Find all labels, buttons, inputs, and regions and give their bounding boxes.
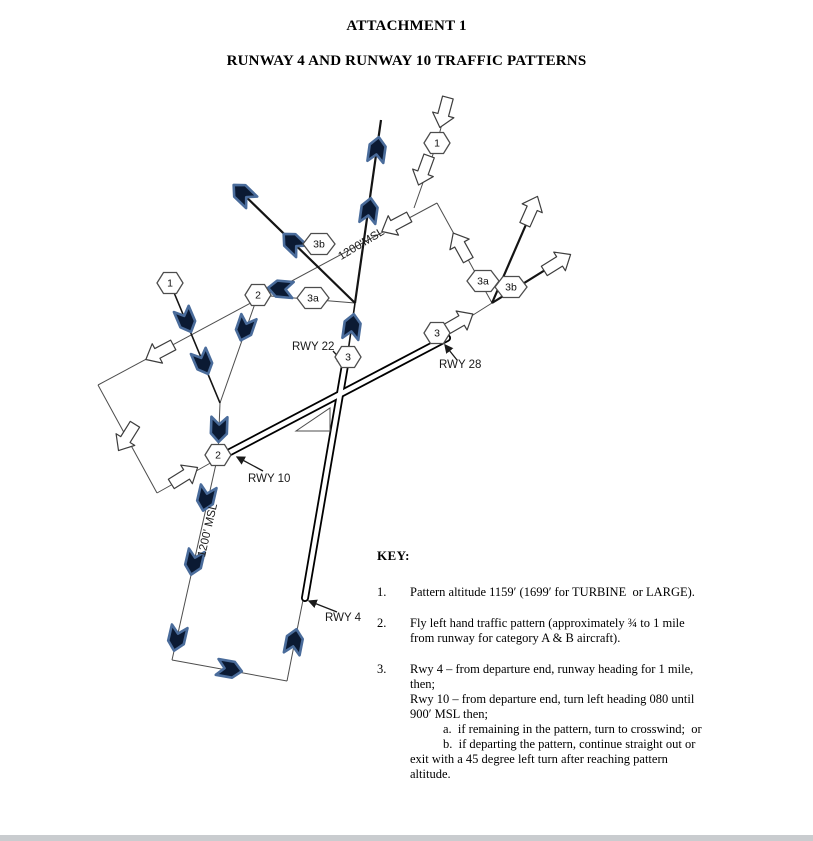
block-arrow-icon [141, 335, 179, 369]
rwy28-label: RWY 28 [439, 359, 482, 371]
block-arrow-icon [538, 245, 576, 280]
key-section [377, 548, 805, 782]
block-arrow-icon [444, 228, 478, 266]
key-item-subtext: a. if remaining in the pattern, turn to crosswind; or [443, 722, 702, 736]
hexagon-node [205, 445, 231, 466]
hexagon-node-label: 2 [255, 289, 261, 302]
key-item-1 [377, 585, 805, 600]
block-arrow-icon [109, 418, 144, 456]
hexagon-node [245, 285, 271, 306]
msl-label-lower: 1200' MSL [196, 502, 221, 559]
key-item-text: Rwy 4 – from departure end, runway heading for 1 mile, [410, 662, 694, 676]
hexagon-node-label: 2 [215, 449, 221, 462]
hexagon-node [467, 271, 499, 292]
key-item-text: then; [410, 677, 435, 691]
key-item-text: Fly left hand traffic pattern (approximately ¾ to 1 mile [410, 616, 685, 630]
hexagon-node [297, 288, 329, 309]
key-item-text: Rwy 10 – from departure end, turn left heading 080 until [410, 692, 695, 706]
hexagon-node-label: 3 [434, 327, 440, 340]
hexagon-node-label: 3a [307, 292, 319, 305]
hexagon-node-label: 3b [313, 238, 325, 251]
page-subtitle: RUNWAY 4 AND RUNWAY 10 TRAFFIC PATTERNS [226, 53, 587, 69]
page-title: ATTACHMENT 1 [346, 18, 467, 34]
key-item-subtext: b. if departing the pattern, continue straight out or [443, 737, 696, 751]
key-item-number: 1. [377, 585, 387, 599]
key-item-number: 3. [377, 662, 387, 676]
page-bottom-edge [0, 835, 813, 841]
hexagon-node [424, 323, 450, 344]
key-item-text: 900′ MSL then; [410, 707, 488, 721]
msl-label-upper: 1200'MSL [336, 226, 387, 263]
key-item-text: Pattern altitude 1159′ (1699′ for TURBINE or LARGE). [410, 585, 695, 599]
pattern-chevron-icon [342, 313, 361, 340]
hexagon-node-label: 3b [505, 281, 517, 294]
hexagon-node [303, 234, 335, 255]
pattern-chevron-icon [174, 306, 198, 335]
rwy10-label: RWY 10 [248, 473, 291, 485]
pattern-chevron-icon [284, 628, 304, 656]
hexagon-node-label: 1 [167, 277, 173, 290]
block-arrow-icon [429, 95, 458, 131]
pattern-chevron-icon [359, 197, 378, 224]
block-arrow-icon [408, 152, 439, 189]
pattern-chevron-icon [166, 625, 187, 653]
key-item-3 [377, 662, 805, 782]
hexagon-node [335, 347, 361, 368]
pattern-chevron-icon [367, 136, 386, 163]
pattern-chevrons [166, 136, 386, 679]
key-item-2 [377, 616, 805, 646]
hexagon-node-label: 3a [477, 275, 489, 288]
block-arrow-icon [515, 192, 548, 229]
hexagon-nodes [157, 133, 527, 466]
key-item-text: exit with a 45 degree left turn after reaching pattern [410, 752, 668, 766]
key-item-text: from runway for category A & B aircraft). [410, 631, 621, 645]
hexagon-node [424, 133, 450, 154]
hexagon-node [495, 277, 527, 298]
hexagon-node-label: 1 [434, 137, 440, 150]
rwy4-label: RWY 4 [325, 612, 362, 624]
key-item-text: altitude. [410, 767, 451, 781]
block-arrow-icon [165, 458, 203, 493]
hexagon-node-label: 3 [345, 351, 351, 364]
key-item-number: 2. [377, 616, 387, 630]
pattern-chevron-icon [191, 348, 215, 377]
key-heading: KEY: [377, 548, 410, 563]
rwy22-label: RWY 22 [292, 341, 335, 353]
hexagon-node [157, 273, 183, 294]
pattern-chevron-icon [233, 314, 256, 343]
